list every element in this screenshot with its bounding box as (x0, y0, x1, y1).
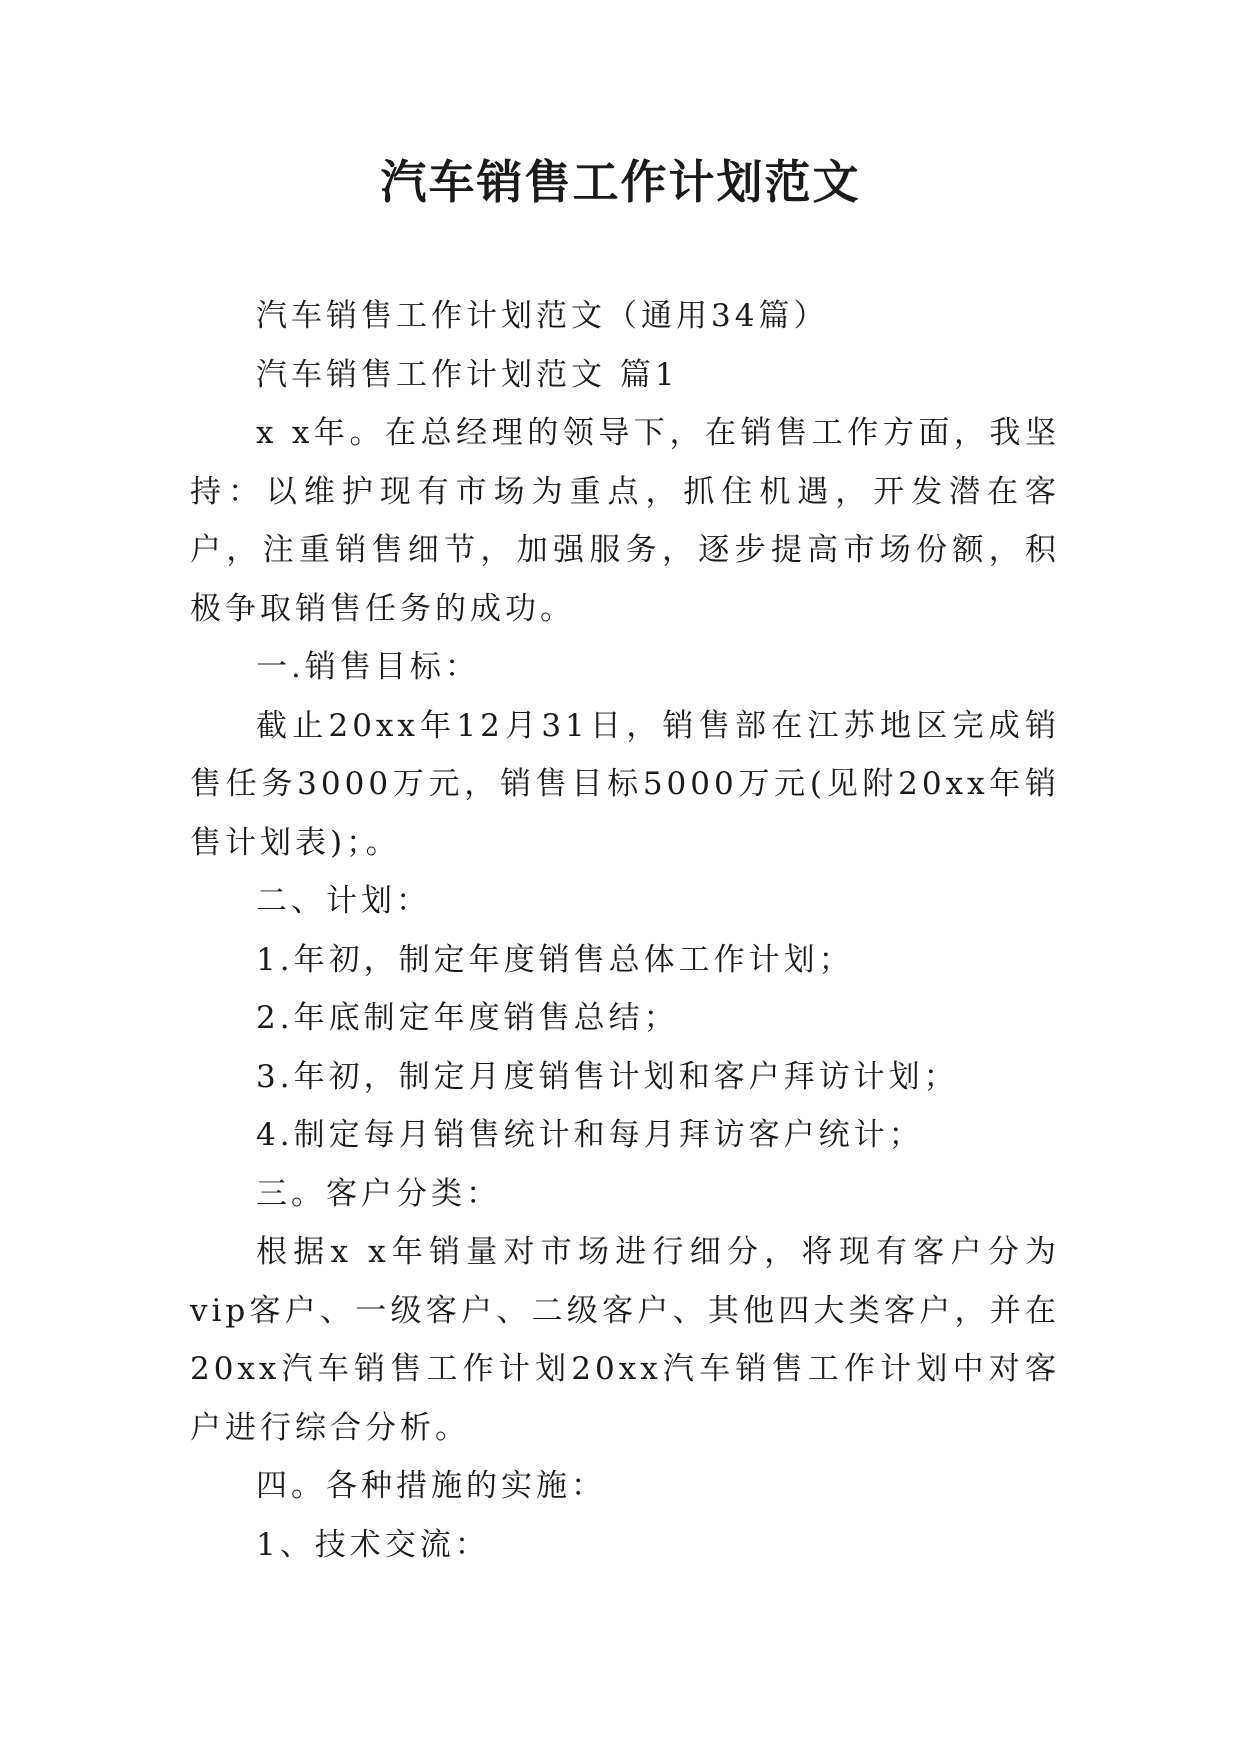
plan-item-4: 4.制定每月销售统计和每月拜访客户统计； (256, 1117, 924, 1153)
measure-item-1: 1、技术交流： (256, 1526, 490, 1563)
paragraph-intro: x x年。在总经理的领导下，在销售工作方面，我坚持：以维护现有市场为重点，抓住机遇，开发潜在客户，注重销售细节，加强服务，逐步提高市场份额，积极争取销售任务的成功。 (190, 415, 1060, 627)
plan-item-1: 1.年初，制定年度销售总体工作计划； (256, 941, 854, 978)
paragraph-section-heading: 汽车销售工作计划范文 篇1 (256, 356, 679, 393)
document-title: 汽车销售工作计划范文 (380, 155, 861, 209)
plan-item-3: 3.年初，制定月度销售计划和客户拜访计划； (256, 1058, 959, 1095)
heading-plan: 二、计划： (256, 883, 431, 919)
document-body (190, 287, 1060, 1574)
paragraph-subtitle: 汽车销售工作计划范文（通用34篇） (256, 298, 829, 334)
heading-measures: 四。各种措施的实施： (256, 1468, 606, 1504)
plan-item-2: 2.年底制定年度销售总结； (256, 1000, 679, 1036)
paragraph-customer-classification: 根据x x年销量对市场进行细分，将现有客户分为vip客户、一级客户、二级客户、其他四大类客户，并在20xx汽车销售工作计划20xx汽车销售工作计划中对客户进行综合分析。 (190, 1234, 1060, 1446)
paragraph-sales-target: 截止20xx年12月31日，销售部在江苏地区完成销售任务3000万元，销售目标5000万元(见附20xx年销售计划表)；。 (190, 707, 1060, 861)
heading-sales-target: 一.销售目标： (256, 649, 480, 685)
heading-customer-classification: 三。客户分类： (256, 1175, 501, 1212)
